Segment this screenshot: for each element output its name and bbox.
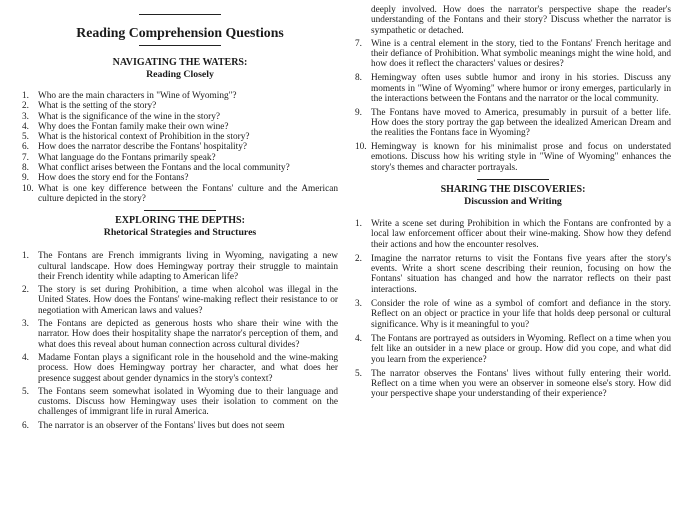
question-text: Wine is a central element in the story, tied to the Fontans' French heritage and their defiance of Prohibition. What symbolic meanings might the wine hold, and how does it reflect the characters' values or desires? <box>371 38 671 70</box>
question-item: 8. What conflict arises between the Fontans and the local community? <box>22 163 290 174</box>
question-item: 5. The Fontans seem somewhat isolated in Wyoming due to their language and customs. Discuss how Hemingway uses their isolation to comment on the challenges of immigrant life in rural America. <box>22 386 338 418</box>
question-text: What conflict arises between the Fontans and the local community? <box>38 163 290 174</box>
question-text: The narrator observes the Fontans' lives without fully entering their world. Reflect on a time when you were an observer in someone else's story. How did your perspective shape your understanding of their experience? <box>371 368 671 400</box>
section-2-subheading: Rhetorical Strategies and Structures <box>103 227 257 239</box>
question-item: 10. Hemingway is known for his minimalist prose and focus on understated emotions. Discuss how his writing style in "Wine of Wyoming" enhances the story's themes and character portrayals. <box>355 142 671 173</box>
question-item: 2. The story is set during Prohibition, a time when alcohol was illegal in the United States. How does the Fontans' wine-making reflect their resistance to or negotiation with American laws and values? <box>22 285 338 316</box>
question-item: 4. The Fontans are portrayed as outsiders in Wyoming. Reflect on a time when you felt like an outsider in a new place or group. How did you cope, and what did you learn from the experience? <box>355 333 671 365</box>
question-text: The Fontans are portrayed as outsiders in Wyoming. Reflect on a time when you felt like an outsider in a new place or group. How did you cope, and what did you learn from the experience? <box>371 333 671 365</box>
section-1-subheading: Reading Closely <box>146 69 214 80</box>
section-3-heading: SHARING THE DISCOVERIES: <box>440 183 586 195</box>
question-item: 10. What is one key difference between the Fontans' culture and the American culture depicted in the story? <box>22 183 338 204</box>
section-1-question-list <box>22 91 338 204</box>
question-text: The Fontans seem somewhat isolated in Wyoming due to their language and customs. Discuss how Hemingway uses their isolation to comment on the challenges of immigrant life in rural America. <box>38 386 338 418</box>
question-text: Madame Fontan plays a significant role in the household and the wine-making process. How does Hemingway portray her character, and what does her presence suggest about gender dynamics in the story's context? <box>38 352 338 384</box>
question-item: 6. How does the narrator describe the Fontans' hospitality? <box>22 142 247 153</box>
section-2-heading: EXPLORING THE DEPTHS: <box>115 215 245 227</box>
question-text: What language do the Fontans primarily speak? <box>38 152 216 163</box>
question-text: The Fontans are depicted as generous hosts who share their wine with the narrator. How does their hospitality shape the narrator's perception of them, and what does this reveal about human connection across cultural divides? <box>38 319 338 350</box>
question-text: Who are the main characters in "Wine of Wyoming"? <box>38 91 237 101</box>
question-item: 7. Wine is a central element in the story, tied to the Fontans' French heritage and their defiance of Prohibition. What symbolic meanings might the wine hold, and how does it reflect the characters' values or desires? <box>355 38 671 70</box>
question-text: The Fontans are French immigrants living in Wyoming, navigating a new cultural landscape. How does Hemingway portray their struggle to maintain their French identity while adapting to American life? <box>38 251 338 282</box>
question-text: What is the significance of the wine in the story? <box>38 111 221 122</box>
question-text: The narrator is an observer of the Fontans' lives but does not seem <box>38 420 285 431</box>
question-text: Consider the role of wine as a symbol of comfort and defiance in the story. Reflect on an object or practice in your life that holds deep personal or cultural significance. Why is it meaningful to you? <box>371 299 671 330</box>
question-text: Hemingway is known for his minimalist prose and focus on understated emotions. Discuss how his writing style in "Wine of Wyoming" enhances the story's themes and character portrayals. <box>371 142 671 173</box>
question-item: 9. How does the story end for the Fontans? <box>22 173 189 184</box>
section-2-question-list-continued <box>355 39 671 173</box>
question-item: 6. The narrator is an observer of the Fontans' lives but does not seem <box>22 420 285 431</box>
question-item: 4. Madame Fontan plays a significant role in the household and the wine-making process. How does Hemingway portray her character, and what does her presence suggest about gender dynamics in the story's context? <box>22 352 338 384</box>
section-3-rule <box>477 179 549 180</box>
page-title: Reading Comprehension Questions <box>76 25 284 40</box>
question-item: 3. Consider the role of wine as a symbol of comfort and defiance in the story. Reflect on an object or practice in your life that holds deep personal or cultural significance. Why is it meaningful to you? <box>355 299 671 330</box>
question-6-continuation: deeply involved. How does the narrator's perspective shape the reader's understanding of the Fontans and their story? Discuss whether the narrator is sympathetic or detached. <box>371 5 671 36</box>
question-item: 2. Imagine the narrator returns to visit the Fontans five years after the story's events. Write a short scene describing their reunion, focusing on how the Fontans' situation has changed and how the narrator reflects on their past interactions. <box>355 253 671 295</box>
left-column <box>22 0 338 434</box>
question-item: 8. Hemingway often uses subtle humor and irony in his stories. Discuss any moments in "Wine of Wyoming" where humor or irony emerges, particularly in the interactions between the Fontans and the narrator or the local community. <box>355 73 671 104</box>
question-text: What is one key difference between the Fontans' culture and the American culture depicted in the story? <box>38 183 338 204</box>
section-2-question-list <box>22 251 338 431</box>
question-item: 7. What language do the Fontans primarily speak? <box>22 152 216 163</box>
section-1-heading: NAVIGATING THE WATERS: <box>112 57 248 68</box>
section-3-question-list <box>355 219 671 400</box>
question-text: What is the historical context of Prohibition in the story? <box>38 132 250 143</box>
question-item: 2. What is the setting of the story? <box>22 101 157 112</box>
question-text: Hemingway often uses subtle humor and irony in his stories. Discuss any moments in "Wine of Wyoming" where humor or irony emerges, particularly in the interactions between the Fontans and the narrator or the local community. <box>371 73 671 104</box>
question-text: Why does the Fontan family make their own wine? <box>38 121 229 132</box>
question-item: 3. The Fontans are depicted as generous hosts who share their wine with the narrator. How does their hospitality shape the narrator's perception of them, and what does this reveal about human connection across cultural divides? <box>22 319 338 350</box>
question-text: How does the story end for the Fontans? <box>38 173 189 184</box>
question-text: The story is set during Prohibition, a time when alcohol was illegal in the United States. How does the Fontans' wine-making reflect their resistance to or negotiation with American laws and values? <box>38 285 338 316</box>
question-text: What is the setting of the story? <box>38 101 157 112</box>
section-3-subheading: Discussion and Writing <box>464 195 562 207</box>
question-item: 4. Why does the Fontan family make their own wine? <box>22 121 229 132</box>
question-text: The Fontans have moved to America, presumably in pursuit of a better life. How does the story portray the gap between the idealized American Dream and the realities the Fontans face in Wyoming? <box>371 107 671 139</box>
question-item: 3. What is the significance of the wine in the story? <box>22 111 221 122</box>
question-item: 1. Write a scene set during Prohibition in which the Fontans are confronted by a local law enforcement officer about their wine-making. Show how they defend their actions and how the encounter resolves. <box>355 218 671 250</box>
question-item: 5. What is the historical context of Prohibition in the story? <box>22 132 250 143</box>
question-text: How does the narrator describe the Fontans' hospitality? <box>38 142 247 153</box>
question-text: Write a scene set during Prohibition in which the Fontans are confronted by a local law enforcement officer about their wine-making. Show how they defend their actions and how the encounter resolves. <box>371 218 671 250</box>
section-2-rule <box>144 210 216 211</box>
question-text: Imagine the narrator returns to visit the Fontans five years after the story's events. Write a short scene describing their reunion, focusing on how the Fontans' situation has changed and how the narrator reflects on their past interactions. <box>371 253 671 295</box>
question-item: 1. Who are the main characters in "Wine of Wyoming"? <box>22 91 237 101</box>
title-top-rule <box>139 14 221 15</box>
right-column <box>355 0 671 404</box>
question-item: 9. The Fontans have moved to America, presumably in pursuit of a better life. How does the story portray the gap between the idealized American Dream and the realities the Fontans face in Wyoming? <box>355 107 671 139</box>
question-item: 5. The narrator observes the Fontans' lives without fully entering their world. Reflect on a time when you were an observer in someone else's story. How did your perspective shape your understanding of their experience? <box>355 368 671 400</box>
question-item: 1. The Fontans are French immigrants living in Wyoming, navigating a new cultural landscape. How does Hemingway portray their struggle to maintain their French identity while adapting to American life? <box>22 251 338 282</box>
